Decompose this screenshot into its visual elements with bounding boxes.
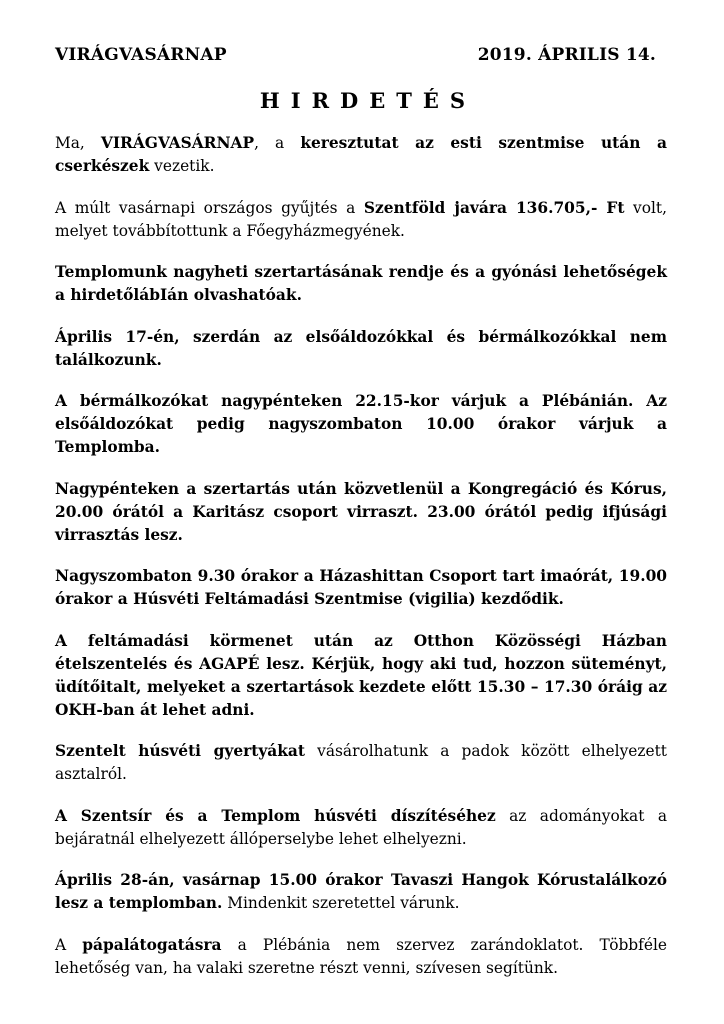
text-run: az adományokat a bejáratnál elhelyezett állóperselybe lehet elhelyezni. — [55, 806, 667, 848]
bold-text-run: Nagypénteken a szertartás után közvetlenül a Kongregáció és Kórus, 20.00 órától a Karitász csoport virraszt. 23.00 órától pedig ifjúsági virrasztás lesz. — [55, 479, 667, 544]
text-run: A múlt vasárnapi országos gyűjtés a — [55, 198, 364, 217]
bold-text-run: Szentelt húsvéti gyertyákat — [55, 742, 306, 760]
announcement-paragraph — [55, 934, 667, 980]
text-run: Mindenkit szeretettel várunk. — [222, 894, 460, 912]
text-run: vezetik. — [149, 157, 215, 175]
announcement-paragraph — [55, 565, 667, 611]
bold-text-run: A bérmálkozókat nagypénteken 22.15-kor várjuk a Plébánián. Az elsőáldozókat pedig nagyszombaton 10.00 órakor várjuk a Templomba. — [55, 392, 667, 456]
page-title: HIRDETÉS — [259, 88, 477, 113]
bold-text-run: A Szentsír és a Templom húsvéti díszítéséhez — [55, 806, 496, 825]
announcement-paragraph — [55, 197, 667, 243]
bold-text-run: Szentföld javára 136.705,- Ft — [363, 198, 625, 217]
bold-text-run: VIRÁGVASÁRNAP — [100, 134, 255, 152]
announcement-paragraph — [55, 630, 667, 722]
announcement-paragraph — [55, 869, 667, 915]
bold-text-run: Nagyszombaton 9.30 órakor a Házashittan Csoport tart imaórát, 19.00 órakor a Húsvéti Feltámadási Szentmise (vigilia) kezdődik. — [55, 567, 667, 608]
text-run: A — [55, 935, 83, 954]
announcement-paragraph — [55, 805, 667, 851]
text-run: a Plébánia nem szervez zarándoklatot. Többféle lehetőség van, ha valaki szeretne részt venni, szívesen segítünk. — [55, 935, 667, 977]
text-run: Ma, — [55, 134, 101, 152]
header-date: 2019. ÁPRILIS 14. — [477, 45, 656, 65]
bold-text-run: Április 28-án, vasárnap 15.00 órakor Tavaszi Hangok Kórustalálkozó lesz a templomban. — [55, 871, 667, 912]
header-occasion: VIRÁGVASÁRNAP — [55, 45, 227, 65]
announcement-paragraph — [55, 390, 667, 459]
text-run: volt, melyet továbbítottunk a Főegyházmegyének. — [55, 198, 667, 240]
bold-text-run: keresztutat az esti szentmise után a cserkészek — [55, 134, 667, 175]
announcements-body — [55, 132, 667, 998]
bold-text-run: Templomunk nagyheti szertartásának rendje és a gyónási lehetőségek a hirdetőlábIán olvashatóak. — [55, 263, 667, 304]
announcement-paragraph — [55, 261, 667, 307]
announcement-paragraph — [55, 326, 667, 372]
announcement-paragraph — [55, 740, 667, 786]
bold-text-run: A feltámadási körmenet után az Otthon Közösségi Házban ételszentelés és AGAPÉ lesz. Kérjük, hogy aki tud, hozzon süteményt, üdítőitalt, melyeket a szertartások kezdete előtt 15.30 – 17.30 óráig az OKH-ban át lehet adni. — [55, 631, 667, 719]
text-run: , a — [254, 134, 301, 152]
bold-text-run: pápalátogatásra — [82, 935, 222, 954]
announcement-paragraph — [55, 132, 667, 178]
text-run: vásárolhatunk a padok között elhelyezett asztalról. — [55, 742, 667, 783]
bold-text-run: Április 17-én, szerdán az elsőáldozókkal és bérmálkozókkal nem találkozunk. — [55, 327, 667, 369]
announcement-paragraph — [55, 478, 667, 547]
